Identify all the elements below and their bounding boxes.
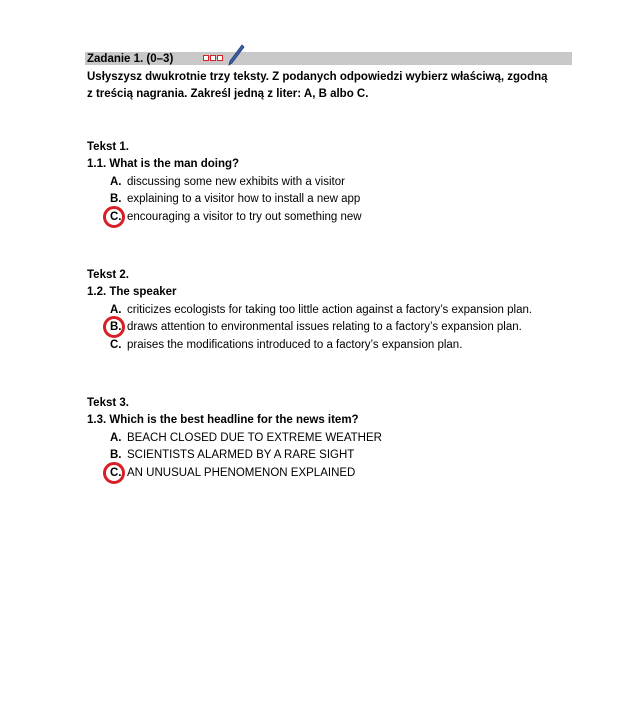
option-letter: B. bbox=[110, 193, 122, 205]
answer-circle-1-3 bbox=[103, 462, 125, 484]
question-1-3: 1.3. Which is the best headline for the news item? bbox=[87, 414, 359, 426]
option-1-1-c[interactable] bbox=[110, 210, 362, 224]
option-1-3-a[interactable] bbox=[110, 431, 382, 445]
task-instruction bbox=[87, 69, 567, 103]
option-1-1-a[interactable] bbox=[110, 175, 345, 189]
question-1-1: 1.1. What is the man doing? bbox=[87, 158, 240, 170]
option-letter: C. bbox=[110, 211, 122, 223]
option-text: BEACH CLOSED DUE TO EXTREME WEATHER bbox=[127, 432, 382, 444]
question-1-2: 1.2. The speaker bbox=[87, 286, 177, 298]
pencil-icon bbox=[227, 44, 245, 66]
option-text: draws attention to environmental issues relating to a factory’s expansion plan. bbox=[127, 321, 522, 333]
answer-circle-1-1 bbox=[103, 206, 125, 228]
option-text: explaining to a visitor how to install a new app bbox=[127, 193, 361, 205]
option-1-2-b[interactable] bbox=[110, 320, 522, 334]
answer-circle-1-2 bbox=[103, 316, 125, 338]
task-title: Zadanie 1. (0–3) bbox=[87, 53, 174, 65]
option-text: discussing some new exhibits with a visitor bbox=[127, 176, 345, 188]
option-1-3-c[interactable] bbox=[110, 466, 355, 480]
option-1-2-c[interactable] bbox=[110, 338, 462, 352]
option-1-2-a[interactable] bbox=[110, 303, 532, 317]
option-text: praises the modifications introduced to a factory’s expansion plan. bbox=[127, 339, 463, 351]
option-letter: A. bbox=[110, 432, 122, 444]
score-box[interactable] bbox=[203, 55, 209, 61]
text-label-3: Tekst 3. bbox=[87, 397, 129, 409]
option-text: SCIENTISTS ALARMED BY A RARE SIGHT bbox=[127, 449, 355, 461]
option-1-1-b[interactable] bbox=[110, 192, 360, 206]
instruction-line-2: z treścią nagrania. Zakreśl jedną z liter: A, B albo C. bbox=[87, 88, 369, 100]
option-letter: A. bbox=[110, 304, 122, 316]
option-text: criticizes ecologists for taking too little action against a factory’s expansion plan. bbox=[127, 304, 533, 316]
option-letter: A. bbox=[110, 176, 122, 188]
option-letter: C. bbox=[110, 339, 122, 351]
score-box[interactable] bbox=[210, 55, 216, 61]
option-letter: C. bbox=[110, 467, 122, 479]
text-label-2: Tekst 2. bbox=[87, 269, 129, 281]
score-boxes bbox=[203, 55, 223, 61]
option-letter: B. bbox=[110, 321, 122, 333]
option-text: AN UNUSUAL PHENOMENON EXPLAINED bbox=[127, 467, 356, 479]
option-1-3-b[interactable] bbox=[110, 448, 354, 462]
score-box[interactable] bbox=[217, 55, 223, 61]
option-text: encouraging a visitor to try out something new bbox=[127, 211, 362, 223]
option-letter: B. bbox=[110, 449, 122, 461]
text-label-1: Tekst 1. bbox=[87, 141, 129, 153]
instruction-line-1: Usłyszysz dwukrotnie trzy teksty. Z podanych odpowiedzi wybierz właściwą, zgodną bbox=[87, 71, 548, 83]
